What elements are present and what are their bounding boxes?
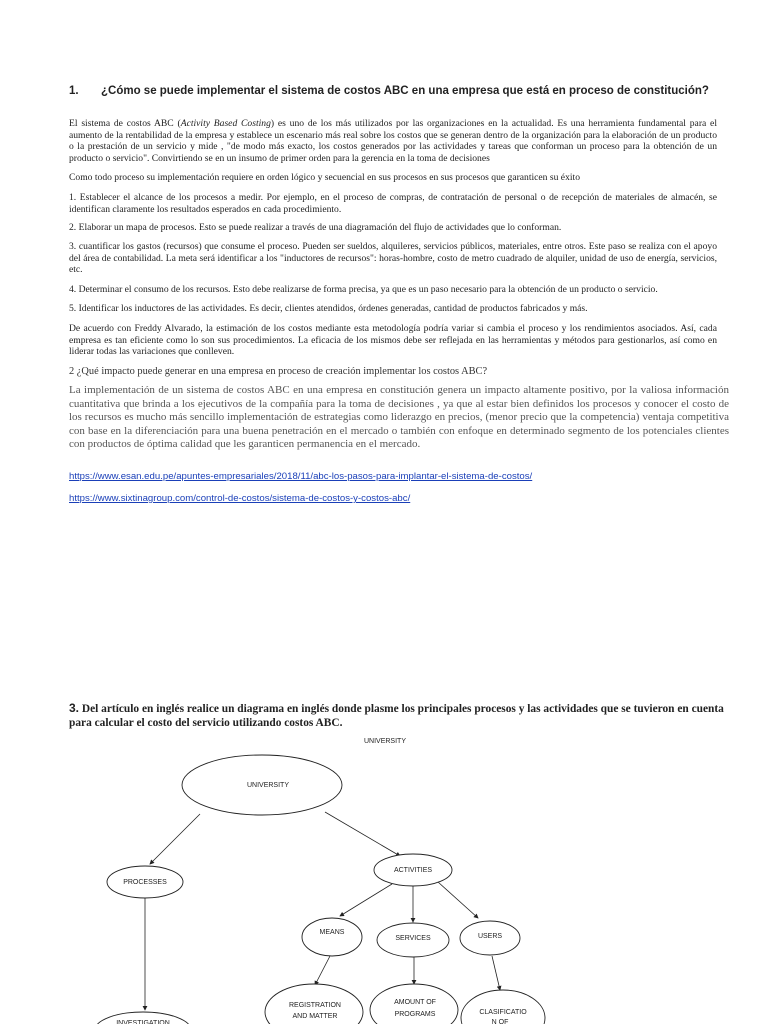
- node-users-label: USERS: [477, 933, 503, 940]
- node-university: [182, 755, 342, 815]
- node-activities: [374, 854, 452, 886]
- node-processes: [107, 866, 183, 898]
- diagram-title: UNIVERSITY: [363, 738, 406, 745]
- node-registration-label-1: REGISTRATION: [289, 1002, 341, 1009]
- node-amount-label-1: AMOUNT OF: [394, 999, 436, 1006]
- question-2-title: 2 ¿Qué impacto puede generar en una empresa en proceso de creación implementar los costos ABC?: [69, 366, 488, 377]
- connector-activities-means: [340, 884, 392, 916]
- node-registration-label-2: AND MATTER: [292, 1013, 338, 1020]
- question-2-answer: La implementación de un sistema de costos ABC en una empresa en constitución genera un impacto altamente positivo, por la valiosa información cuantitativa que brinda a los ejecutivos de la compañía para la toma de decisiones , ya que al estar bien definidos los procesos y conocer el costo de los recursos es mucho más sencillo implementación de estrategias como liderazgo en precios, (menor precio que la competencia) ventaja competitiva con base en la diferenciación para una buena penetración en el mercado o también con enfoque en determinado segmento de los potenciales clientes con productos de óptima calidad que les garanticen permanencia en el mercado.: [69, 384, 729, 451]
- node-investigation-label: INVESTIGATION: [116, 1020, 170, 1024]
- reference-link-sixtina[interactable]: https://www.sixtinagroup.com/control-de-costos/sistema-de-costos-y-costos-abc/: [69, 493, 411, 504]
- question-3-text: Del artículo en inglés realice un diagrama en inglés donde plasme los principales procesos y las actividades que se tuvieron en cuenta para calcular el costo del servicio utilizando costos ABC.: [69, 703, 724, 729]
- abc-definition-start: El sistema de costos ABC (: [69, 118, 181, 129]
- abc-definition-rest: ) es uno de los más utilizados por las organizaciones en la actualidad. Es una herramienta fundamental para el aumento de la rentabilidad de la empresa y establece un escenario más real sobre los costos que se generan dentro de la organización para la elaboración de un producto o la prestación de un servicio y mide , "de modo más exacto, los costos generados por las actividades y tareas que conforman un proceso para la obtención de un producto o servicio". Convirtiendo se en un insumo de primer orden para la gerencia en la toma de decisiones: [69, 118, 717, 164]
- question-3-number: 3.: [69, 701, 80, 715]
- node-classification: [461, 990, 545, 1024]
- reference-link-esan[interactable]: https://www.esan.edu.pe/apuntes-empresariales/2018/11/abc-los-pasos-para-implantar-el-sistema-de-costos/: [69, 471, 533, 482]
- connector-users-classification: [492, 956, 500, 990]
- question-1-number: 1.: [69, 85, 79, 97]
- step-3: 3. cuantificar los gastos (recursos) que consume el proceso. Pueden ser sueldos, alquileres, servicios públicos, materiales, entre otros. Este paso se realiza con el apoyo del área de contabilidad. La meta será identificar a los "inductores de recursos": horas-hombre, costo de metro cuadrado de alquiler, unidad de uso de energía, servicios, etc.: [69, 241, 717, 276]
- step-4: 4. Determinar el consumo de los recursos. Esto debe realizarse de forma precisa, ya que es un paso necesario para la obtención de un producto o servicio.: [69, 284, 658, 295]
- connector-root-processes: [150, 814, 200, 864]
- node-registration: [265, 984, 363, 1024]
- abc-definition-italic: Activity Based Costing: [180, 118, 271, 129]
- node-amount: [370, 984, 458, 1024]
- step-5: 5. Identificar los inductores de las actividades. Es decir, clientes atendidos, órdenes generadas, cantidad de productos fabricados y más.: [69, 303, 588, 314]
- node-classification-label-1: CLASIFICATIO: [479, 1009, 527, 1016]
- connector-activities-users: [438, 882, 478, 918]
- node-investigation: [95, 1012, 191, 1024]
- alvarado-paragraph: De acuerdo con Freddy Alvarado, la estimación de los costos mediante esta metodología podría variar si cambia el proceso y los rendimientos asociados. Así, cada empresa es tan eficiente como lo son sus procedimientos. La eficacia de los mismos debe ser reflejada en las herramientas y métodos para gestionarlos, así como en liderar todas las variaciones que conlleven.: [69, 323, 717, 358]
- node-services-label: SERVICES: [395, 935, 431, 942]
- step-1: 1. Establecer el alcance de los procesos a medir. Por ejemplo, en el proceso de compras, de contratación de personal o de recepción de materiales de almacén, se identifican claramente los resultados esperados en cada procedimiento.: [69, 192, 717, 215]
- node-means-label: MEANS: [319, 929, 345, 936]
- process-intro-paragraph: Como todo proceso su implementación requiere en orden lógico y secuencial en sus procesos en sus procesos que garanticen su éxito: [69, 172, 580, 183]
- connector-means-registration: [315, 956, 330, 985]
- question-1-text: ¿Cómo se puede implementar el sistema de costos ABC en una empresa que está en proceso de constitución?: [101, 85, 709, 97]
- node-classification-label-2: N OF: [491, 1019, 509, 1024]
- connector-root-activities: [325, 812, 400, 856]
- step-2: 2. Elaborar un mapa de procesos. Esto se puede realizar a través de una diagramación del flujo de actividades que lo conforman.: [69, 222, 562, 233]
- node-university-label: UNIVERSITY: [246, 782, 290, 789]
- node-services: [377, 923, 449, 957]
- node-users: [460, 921, 520, 955]
- node-amount-label-2: PROGRAMS: [394, 1011, 436, 1018]
- node-processes-label: PROCESSES: [123, 879, 167, 886]
- node-activities-label: ACTIVITIES: [393, 867, 433, 874]
- node-means: [302, 918, 362, 956]
